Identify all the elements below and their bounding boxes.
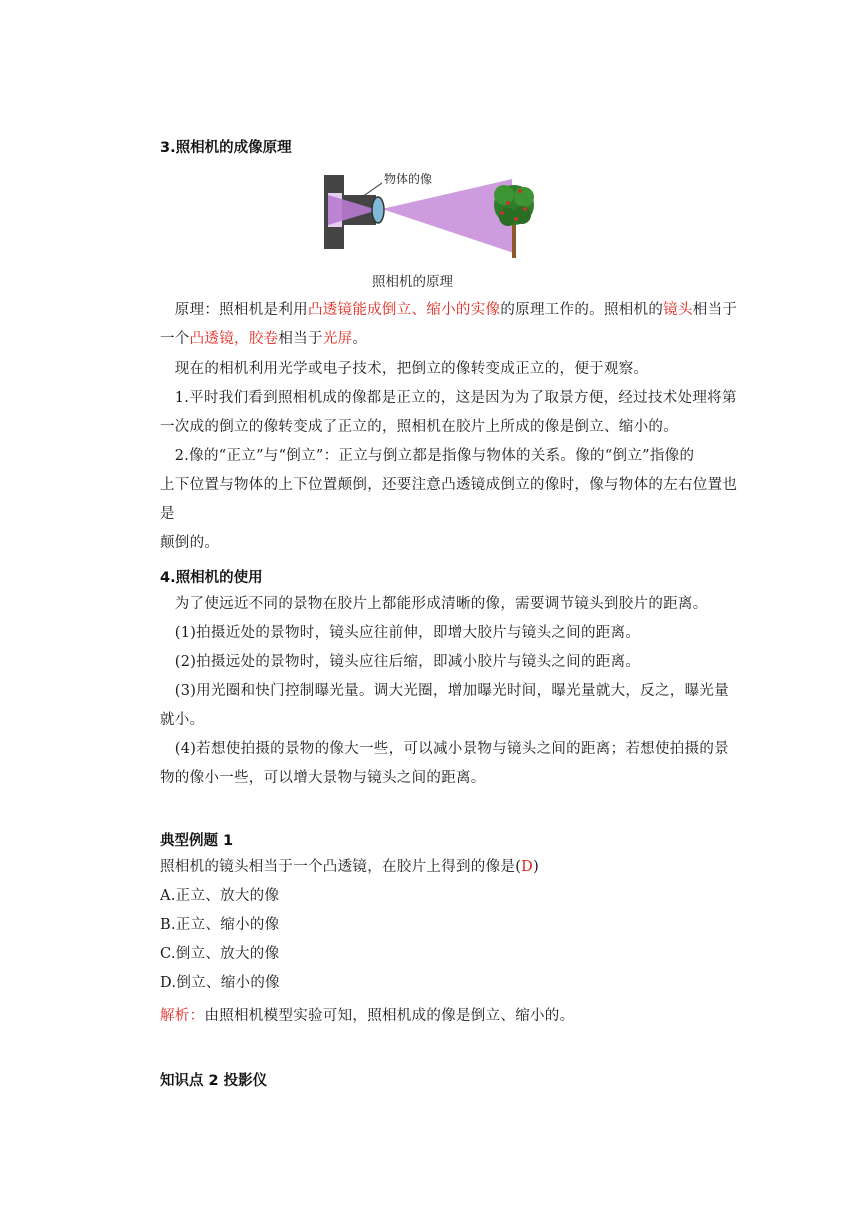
note-1: 1.平时我们看到照相机成的像都是正立的，这是因为为了取景方便，经过技术处理将第 一次成的倒立的像转变成了正立的，照相机在胶片上所成的像是倒立、缩小的。 bbox=[160, 390, 737, 435]
option-c: C.倒立、放大的像 bbox=[160, 946, 280, 962]
usage-item-2: (2)拍摄远处的景物时，镜头应往后缩，即减小胶片与镜头之间的距离。 bbox=[174, 654, 641, 670]
example-question: 照相机的镜头相当于一个凸透镜，在胶片上得到的像是(D) bbox=[160, 859, 540, 875]
figure-caption: 照相机的原理 bbox=[372, 274, 453, 290]
example-heading: 典型例题 1 bbox=[160, 833, 234, 849]
option-b: B.正立、缩小的像 bbox=[160, 917, 280, 933]
modern-camera-paragraph: 现在的相机利用光学或电子技术，把倒立的像转变成正立的，便于观察。 bbox=[174, 361, 649, 377]
light-cone bbox=[382, 179, 514, 253]
usage-item-3: (3)用光圈和快门控制曝光量。调大光圈，增加曝光时间，曝光量就大，反之，曝光量 就小。 bbox=[160, 683, 729, 728]
note-2: 2.像的“正立”与“倒立”：正立与倒立都是指像与物体的关系。像的“倒立”指像的 上下位置与物体的上下位置颠倒，还要注意凸透镜成倒立的像时，像与物体的左右位置也是 颠倒的。 bbox=[160, 448, 738, 551]
example-answer: D bbox=[521, 859, 534, 875]
usage-item-4: (4)若想使拍摄的景物的像大一些，可以减小景物与镜头之间的距离；若想使拍摄的景 物的像小一些，可以增大景物与镜头之间的距离。 bbox=[160, 741, 729, 786]
option-a: A.正立、放大的像 bbox=[160, 888, 280, 904]
lens bbox=[372, 197, 384, 223]
principle-paragraph: 原理：照相机是利用凸透镜能成倒立、缩小的实像的原理工作的。照相机的镜头相当于 一个凸透镜，胶卷相当于光屏。 bbox=[160, 302, 738, 347]
option-d: D.倒立、缩小的像 bbox=[160, 975, 280, 991]
camera-principle-diagram bbox=[322, 167, 542, 263]
analysis: 解析：由照相机模型实验可知，照相机成的像是倒立、缩小的。 bbox=[160, 1008, 575, 1024]
tree-trunk bbox=[512, 222, 516, 258]
knowledge-point-2-heading: 知识点 2 投影仪 bbox=[160, 1073, 268, 1089]
analysis-label: 解析： bbox=[160, 1008, 205, 1024]
figure-label: 物体的像 bbox=[384, 172, 433, 186]
usage-item-1: (1)拍摄近处的景物时，镜头应往前伸，即增大胶片与镜头之间的距离。 bbox=[174, 625, 641, 641]
section-4-intro: 为了使远近不同的景物在胶片上都能形成清晰的像，需要调节镜头到胶片的距离。 bbox=[174, 596, 708, 612]
section-3-heading: 3.照相机的成像原理 bbox=[160, 140, 292, 156]
section-4-heading: 4.照相机的使用 bbox=[160, 570, 263, 586]
